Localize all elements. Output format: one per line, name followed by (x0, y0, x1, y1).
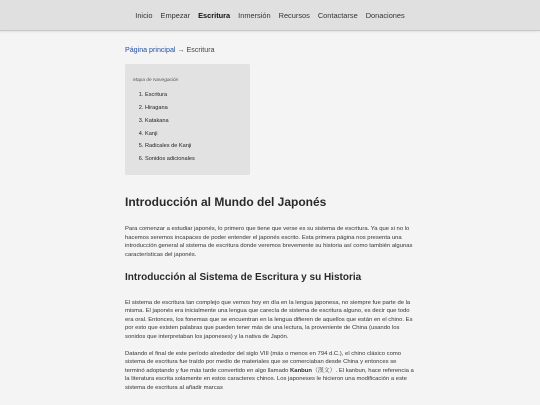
kanbun-term: Kanbun (290, 367, 312, 374)
navigation-map-item-sonidos[interactable]: 6. Sonidos adicionales (145, 156, 242, 163)
breadcrumb (125, 46, 415, 54)
page-title: Introducción al Mundo del Japonés (125, 195, 327, 210)
breadcrumb-current: Escritura (186, 46, 215, 54)
nav-link-recursos[interactable]: Recursos (278, 10, 310, 20)
navigation-map-item-hiragana[interactable]: 2. Hiragana (145, 105, 242, 112)
nav-link-escritura[interactable]: Escritura (198, 10, 231, 20)
intro-paragraph: Para comenzar a estudiar japonés, lo primero que tiene que verse es su sistema de escritura. Ya que si no lo hacemos seremos incapaces de poder entender el japonés escrito. Esta primera página nos presenta una introducción general al sistema de escritura donde veremos brevemente su historia así como también algunas características del japonés. (125, 226, 413, 258)
main-content (125, 46, 415, 401)
section-title: Introducción al Sistema de Escritura y su Historia (125, 272, 362, 284)
navigation-map-item-katakana[interactable]: 3. Katakana (145, 118, 242, 125)
navigation-map-list (133, 92, 242, 162)
navigation-map-item-kanji[interactable]: 4. Kanji (145, 131, 242, 138)
top-navigation (0, 0, 540, 31)
navigation-map-box (125, 64, 250, 175)
breadcrumb-separator: → (177, 46, 185, 54)
history-paragraph-2: Datando el final de este período alrededor del siglo VIII (más o menos en 794 d.C.), el chino clásico como sistema de escritura fue traído por medio de materiales que se comerciaban desde China y entonces se terminó adoptando y fue más tarde convertido en algo llamado Kanbun（漢文）. El kanbun, hace referencia a la literatura escrita solamente en estos caracteres chinos. Los japoneses le hicieron una modificación a este sistema de escritura al añadir marcas (125, 351, 414, 391)
nav-link-empezar[interactable]: Empezar (160, 10, 191, 20)
history-paragraph-1: El sistema de escritura tan complejo que vemos hoy en día en la lengua japonesa, no siempre fue parte de la misma. El japonés era inicialmente una lengua que carecía de sistema de escritura alguno, es decir que todo era oral. Entonces, los fonemas que se encuentran en la lengua difieren de aquellos que están en el chino. Es por esto que existen palabras que pueden tener más de una lectura, la proveniente de China (usando los sonidos que interpretaban los japoneses) y la nativa de Japón. (125, 300, 413, 340)
navigation-map-item-radicales[interactable]: 5. Radicales de Kanji (145, 143, 242, 150)
navigation-map-title: Mapa de Navegación (133, 78, 179, 84)
nav-link-donaciones[interactable]: Donaciones (365, 10, 405, 20)
nav-link-contactarse[interactable]: Contactarse (317, 10, 358, 20)
nav-link-inicio[interactable]: Inicio (135, 10, 153, 20)
breadcrumb-home-link[interactable]: Página principal (125, 46, 176, 54)
navigation-map-item-escritura[interactable]: 1. Escritura (145, 92, 242, 99)
nav-link-inmersion[interactable]: Inmersión (238, 10, 271, 20)
